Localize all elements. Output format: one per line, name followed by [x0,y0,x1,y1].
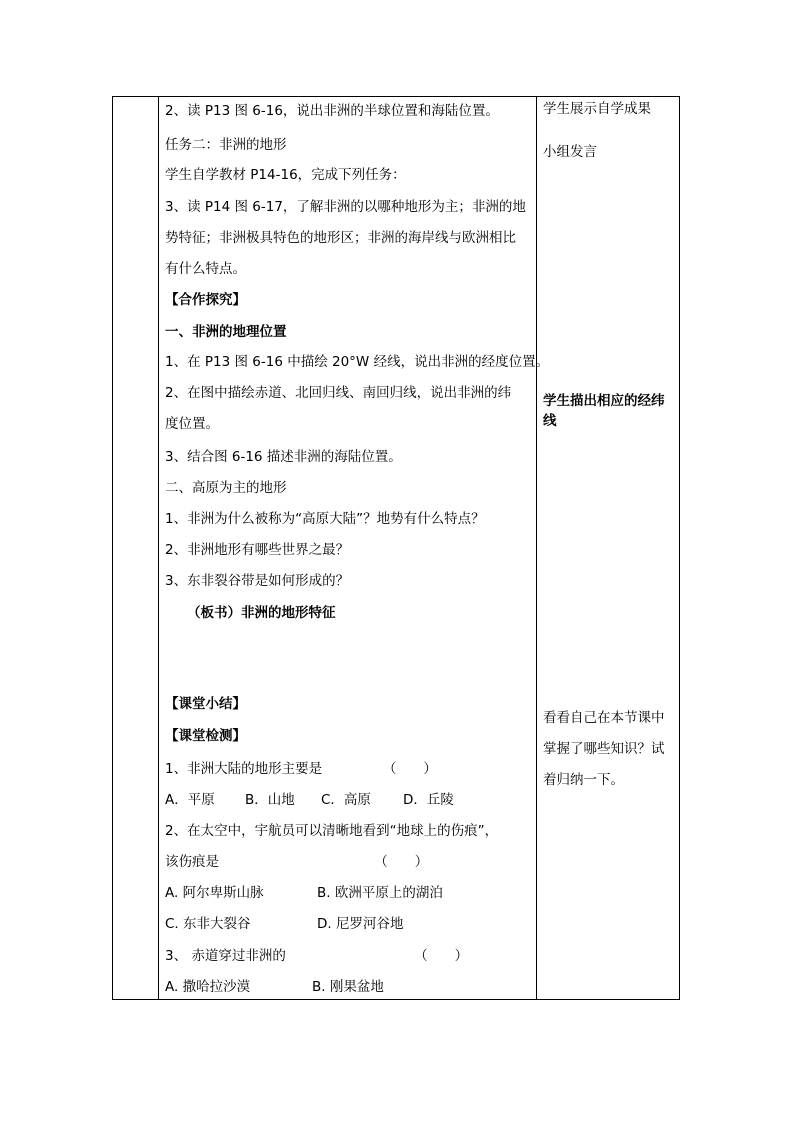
side-note: 掌握了哪些知识？试 [543,741,665,757]
question-2-options-row-1 [165,884,443,902]
option: D．丘陵 [403,792,454,808]
option: A. 阿尔卑斯山脉 [165,885,264,901]
text-line: 1、非洲为什么被称为“高原大陆”？地势有什么特点？ [165,511,485,527]
question-1-options [165,791,454,809]
text-line: 度位置。 [165,416,219,432]
text-line: 3、东非裂谷带是如何形成的？ [165,573,350,589]
text-line: 2、在图中描绘赤道、北回归线、南回归线，说出非洲的纬 [165,385,512,401]
text-line: 势特征；非洲极具特色的地形区；非洲的海岸线与欧洲相比 [165,230,516,246]
section-heading: 【课堂小结】 [165,696,246,712]
text-line: 2、读 P13 图 6-16，说出非洲的半球位置和海陆位置。 [165,103,499,119]
side-notes-column [543,97,679,999]
option: A．平原 [165,792,215,808]
text-line: 3、结合图 6-16 描述非洲的海陆位置。 [165,449,402,465]
option: B. 刚果盆地 [312,979,384,995]
side-note: 小组发言 [543,144,597,160]
left-empty-column [113,97,158,999]
section-heading: 【合作探究】 [165,292,246,308]
lesson-table [112,96,680,1000]
board-note: （板书）非洲的地形特征 [187,605,336,621]
text-line: 二、高原为主的地形 [165,480,287,496]
main-content-column [165,97,550,999]
column-divider-1 [158,97,159,999]
section-heading: 【课堂检测】 [165,728,246,744]
question-2-options-row-2 [165,915,403,933]
option: C．高原 [321,792,371,808]
question-3-options [165,978,384,996]
section-heading: 一、非洲的地理位置 [165,324,287,340]
text-line: 学生自学教材 P14-16，完成下列任务： [165,167,406,183]
question-2-continued: 该伤痕是 （ ） [165,854,429,870]
side-note: 学生展示自学成果 [543,101,651,117]
side-note: 线 [543,413,557,429]
option: D. 尼罗河谷地 [317,916,404,932]
text-line: 1、在 P13 图 6-16 中描绘 20°W 经线，说出非洲的经度位置。 [165,354,550,370]
side-note: 着归纳一下。 [543,772,624,788]
text-line: 3、读 P14 图 6-17，了解非洲的以哪种地形为主；非洲的地 [165,199,526,215]
option: B．山地 [245,792,295,808]
text-line: 有什么特点。 [165,261,246,277]
question-2: 2、在太空中，宇航员可以清晰地看到“地球上的伤痕”， [165,823,499,839]
side-note: 学生描出相应的经纬 [543,393,665,409]
side-note: 看看自己在本节课中 [543,710,665,726]
column-divider-2 [536,97,537,999]
option: C. 东非大裂谷 [165,916,251,932]
option: A. 撒哈拉沙漠 [165,979,251,995]
question-3: 3、 赤道穿过非洲的 （ ） [165,948,469,964]
question-1: 1、非洲大陆的地形主要是 （ ） [165,761,437,777]
text-line: 任务二：非洲的地形 [165,137,287,153]
text-line: 2、非洲地形有哪些世界之最？ [165,542,350,558]
option: B. 欧洲平原上的湖泊 [317,885,443,901]
